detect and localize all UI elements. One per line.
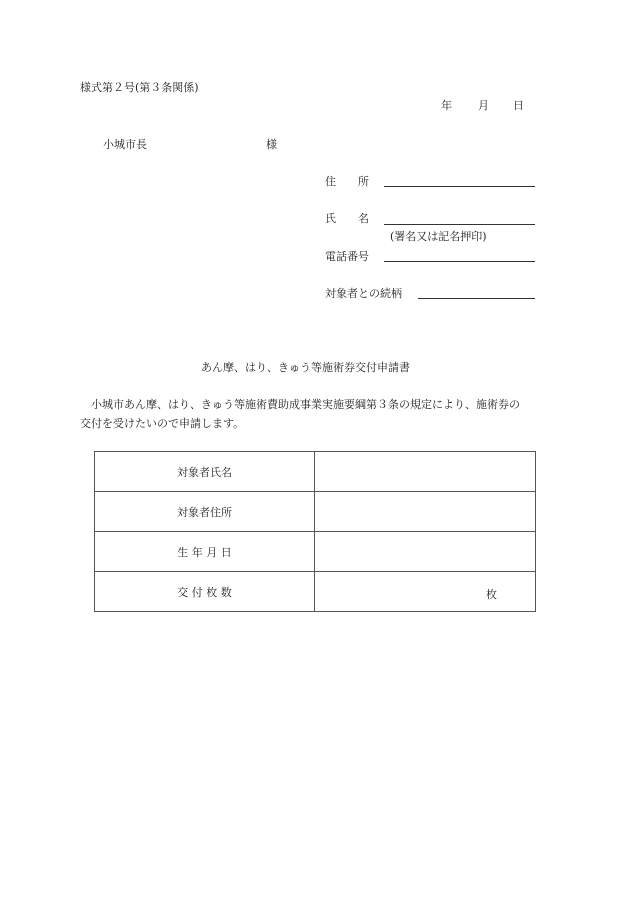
signature-note: (署名又は記名押印) <box>390 230 487 243</box>
table-row <box>95 452 536 492</box>
body-text-line1: 小城市あん摩、はり、きゅう等施術費助成事業実施要綱第３条の規定により、施術券の <box>80 398 520 411</box>
name-field[interactable] <box>384 224 535 225</box>
address-label: 住 所 <box>325 175 369 188</box>
issue-count-label: 交 付 枚 数 <box>95 572 315 612</box>
table-row <box>95 532 536 572</box>
body-text-line2: 交付を受けたいので申請します。 <box>80 417 245 430</box>
date-year-label: 年 <box>441 99 452 112</box>
relation-field[interactable] <box>418 298 535 299</box>
date-month-label: 月 <box>478 99 489 112</box>
application-table <box>94 451 536 612</box>
target-name-label: 対象者氏名 <box>95 452 315 492</box>
name-label: 氏 名 <box>325 212 369 225</box>
form-number: 様式第２号(第３条関係) <box>80 81 199 94</box>
target-address-label: 対象者住所 <box>95 492 315 532</box>
issue-count-input[interactable] <box>315 572 536 612</box>
birth-date-label: 生 年 月 日 <box>95 532 315 572</box>
document-title: あん摩、はり、きゅう等施術券交付申請書 <box>201 361 410 374</box>
address-field[interactable] <box>384 186 535 187</box>
addressee-name: 小城市長 <box>103 138 147 151</box>
addressee-honorific: 様 <box>266 138 277 151</box>
phone-label: 電話番号 <box>325 250 369 263</box>
birth-date-input[interactable] <box>315 532 536 572</box>
date-day-label: 日 <box>513 99 524 112</box>
table-row <box>95 492 536 532</box>
issue-count-unit: 枚 <box>486 588 497 601</box>
target-address-input[interactable] <box>315 492 536 532</box>
relation-label: 対象者との続柄 <box>325 287 402 300</box>
target-name-input[interactable] <box>315 452 536 492</box>
table-row <box>95 572 536 612</box>
phone-field[interactable] <box>384 261 535 262</box>
